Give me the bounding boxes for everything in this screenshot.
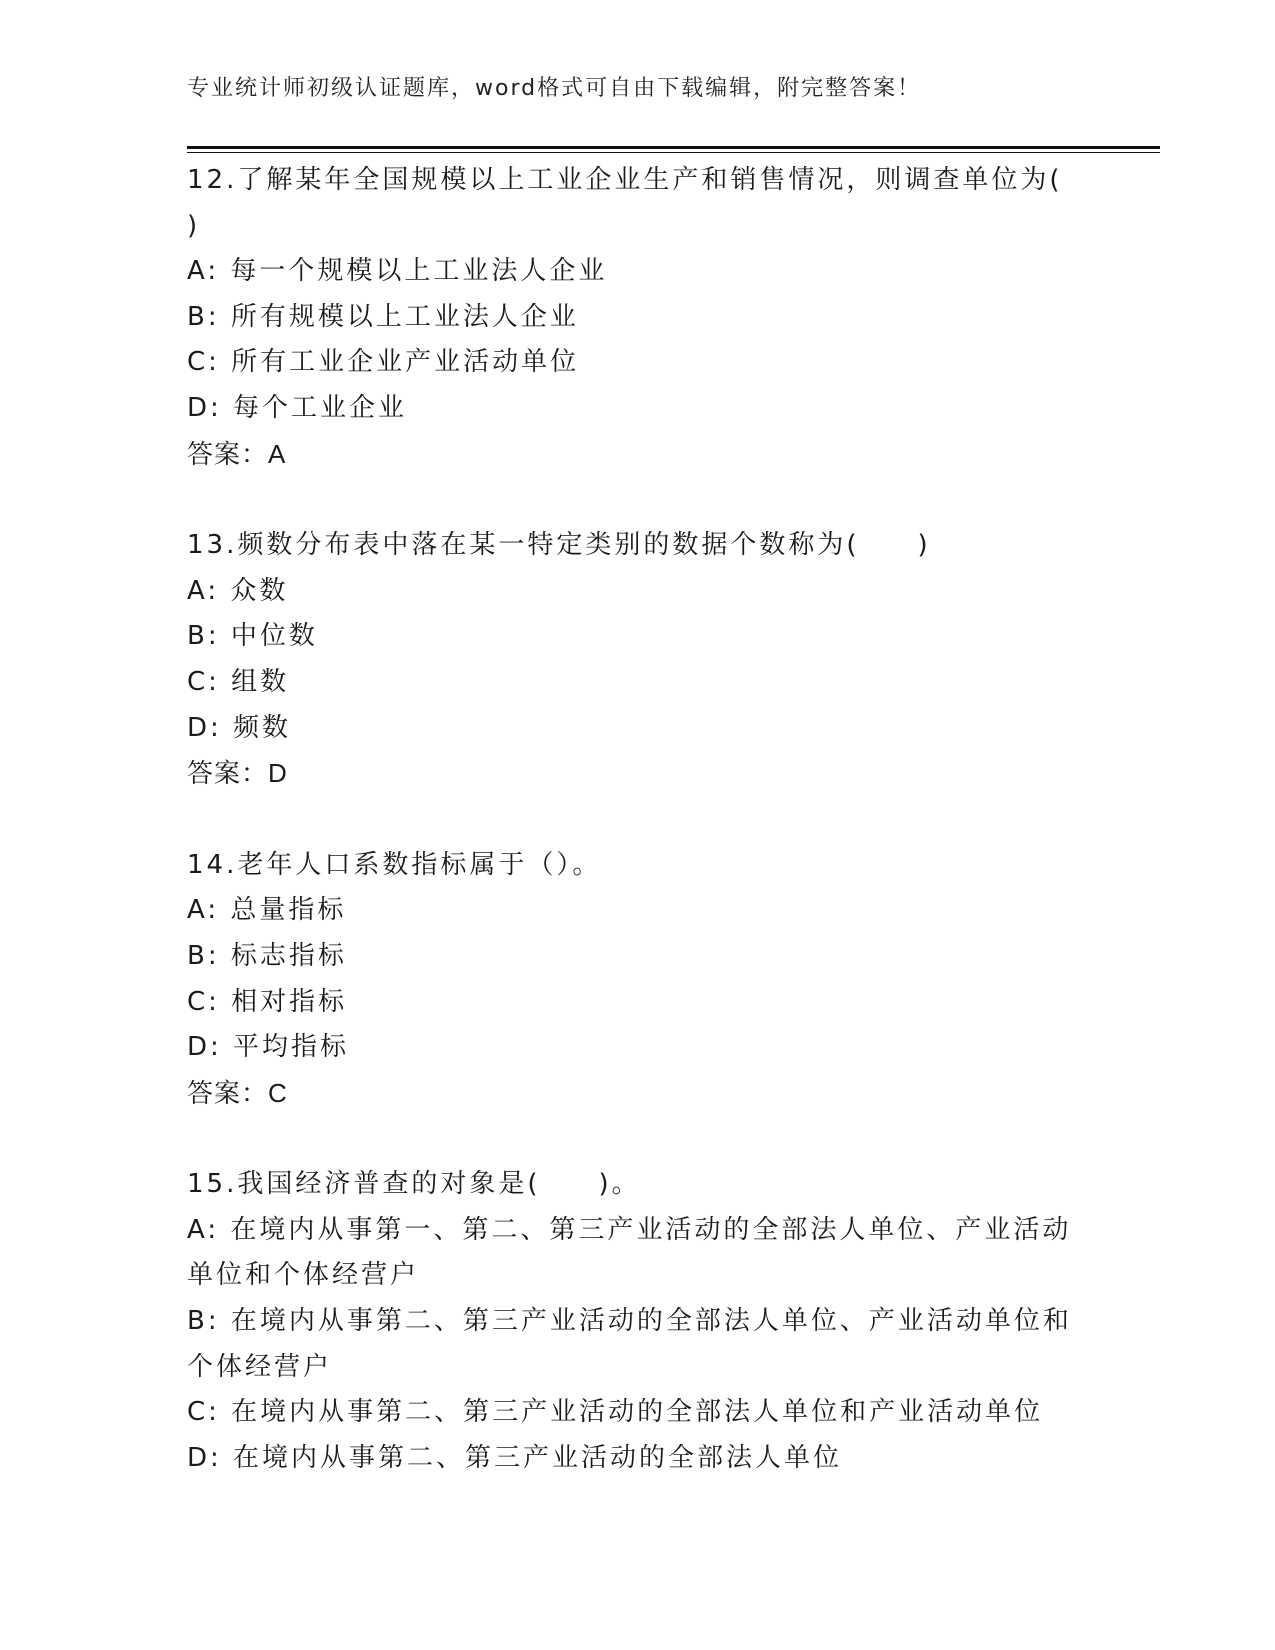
option-text: A: 总量指标 [187, 895, 347, 926]
option-text: B: 所有规模以上工业法人企业 [187, 301, 579, 332]
question-stem: 12.了解某年全国规模以上工业企业生产和销售情况，则调查单位为( [187, 165, 1063, 195]
option-text: C: 相对指标 [187, 986, 348, 1017]
option-text: 个体经营户 [187, 1351, 333, 1382]
answer-option [187, 934, 1087, 980]
answer-key: 答案：C [187, 1077, 288, 1108]
question-block [187, 523, 1087, 797]
option-text: 单位和个体经营户 [187, 1260, 420, 1291]
option-text: D: 在境内从事第二、第三产业活动的全部法人单位 [187, 1442, 843, 1473]
answer-option [187, 340, 1087, 386]
option-text: D: 每个工业企业 [187, 392, 408, 423]
option-text: A: 众数 [187, 575, 289, 606]
answer-option [187, 1390, 1087, 1436]
question-stem: 15.我国经济普查的对象是( )。 [187, 1169, 641, 1200]
answer-option [187, 706, 1087, 752]
question-block [187, 158, 1087, 477]
option-text: C: 所有工业企业产业活动单位 [187, 347, 580, 378]
answer-key: 答案：A [187, 438, 287, 469]
answer-option [187, 1208, 1087, 1299]
question-block [187, 1162, 1087, 1481]
question-stem: 14.老年人口系数指标属于（）。 [187, 849, 602, 880]
answer-option [187, 249, 1087, 295]
answer-option [187, 386, 1087, 432]
answer-option [187, 888, 1087, 934]
answer-option [187, 1436, 1087, 1482]
question-stem: 13.频数分布表中落在某一特定类别的数据个数称为( ) [187, 530, 931, 561]
option-text: A: 每一个规模以上工业法人企业 [187, 256, 608, 287]
option-text: A: 在境内从事第一、第二、第三产业活动的全部法人单位、产业活动 [187, 1214, 1072, 1245]
option-text: B: 标志指标 [187, 940, 347, 971]
answer-option [187, 980, 1087, 1026]
answer-option [187, 295, 1087, 341]
option-text: B: 在境内从事第二、第三产业活动的全部法人单位、产业活动单位和 [187, 1306, 1072, 1337]
header-rule-thick [187, 146, 1160, 149]
answer-option [187, 614, 1087, 660]
option-text: D: 平均指标 [187, 1032, 350, 1063]
question-list [187, 158, 1087, 1527]
answer-option [187, 1299, 1087, 1390]
option-text: C: 在境内从事第二、第三产业活动的全部法人单位和产业活动单位 [187, 1397, 1044, 1428]
answer-option [187, 660, 1087, 706]
option-text: C: 组数 [187, 666, 290, 697]
question-stem: ) [187, 210, 201, 241]
header-text: 专业统计师初级认证题库，word格式可自由下载编辑，附完整答案！ [187, 76, 922, 101]
answer-option [187, 1025, 1087, 1071]
header-rule-thin [187, 152, 1160, 153]
option-text: D: 频数 [187, 712, 292, 743]
option-text: B: 中位数 [187, 621, 318, 652]
question-block [187, 843, 1087, 1117]
answer-key: 答案：D [187, 758, 288, 789]
answer-option [187, 569, 1087, 615]
